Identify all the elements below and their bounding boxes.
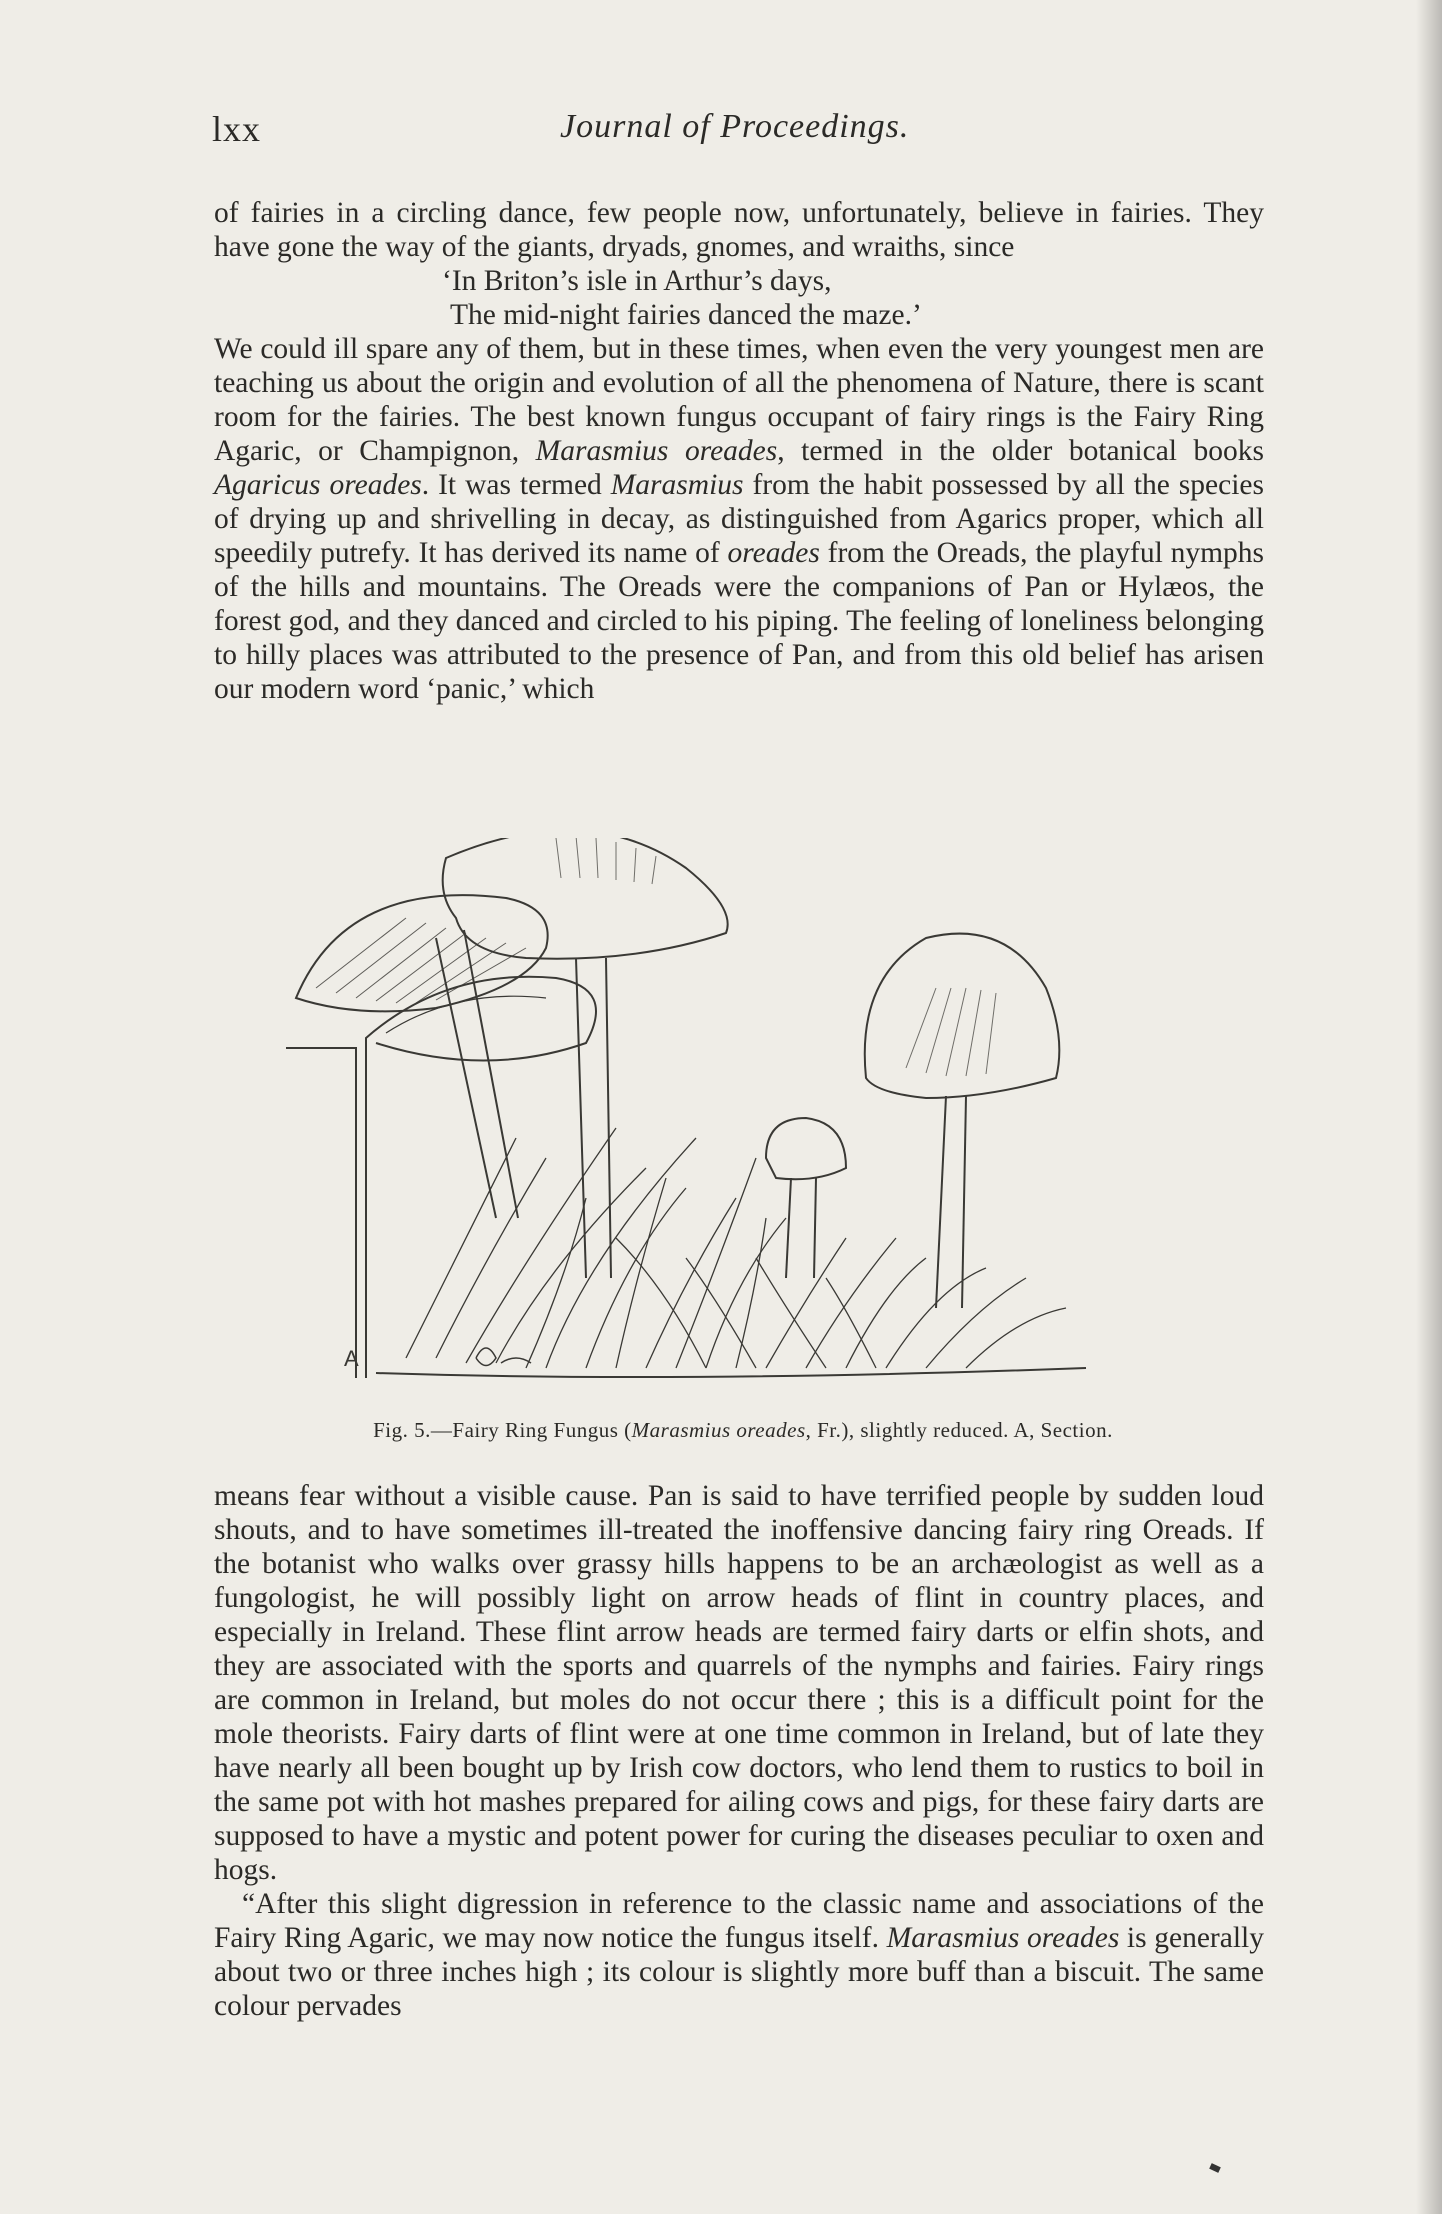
page-edge-shadow (1416, 0, 1442, 2214)
text-run: from the Oreads, the playful nymphs of the hills and mountains. The Oreads were the companions of Pan or Hylæos, the forest god, and they danced and circled to his piping. The feeling of loneliness belonging to hilly places was attributed to the presence of Pan, and from this old belief has arisen our modern word ‘panic,’ which (214, 537, 1264, 705)
mushroom-illustration-icon (286, 838, 1146, 1398)
caption-text: Fig. 5.—Fairy Ring Fungus ( (373, 1418, 632, 1442)
page-number: lxx (212, 109, 262, 149)
species-name: Marasmius oreades (886, 1922, 1120, 1954)
species-name: Agaricus oreades (214, 469, 422, 501)
verse-quote (214, 264, 1264, 332)
stray-ink-mark (1209, 2163, 1221, 2173)
text-run: from the habit possessed by all the species of drying up and shrivelling in decay, as distinguished from Agarics proper, which all speedily putrefy. It has derived its name of (214, 469, 1264, 569)
text-run: “After this slight digression in reference to the classic name and associations of the Fairy Ring Agaric, we may now notice the fungus itself. (214, 1888, 1264, 1954)
quote-line-2: The mid-night fairies danced the maze.’ (450, 299, 922, 331)
body-text-top (214, 196, 1264, 706)
running-title: Journal of Proceedings. (560, 108, 910, 145)
page-header (212, 108, 1272, 158)
paragraph-3: means fear without a visible cause. Pan is said to have terrified people by sudden loud shouts, and to have sometimes ill-treated the inoffensive dancing fairy ring Oreads. If the botanist who walks over grassy hills happens to be an archæologist as well as a fungologist, he will possibly light on arrow heads of flint in country places, and especially in Ireland. These flint arrow heads are termed fairy darts or elfin shots, and they are associated with the sports and quarrels of the nymphs and fairies. Fairy rings are common in Ireland, but moles do not occur there ; this is a difficult point for the mole theorists. Fairy darts of flint were at one time common in Ireland, but of late they have nearly all been bought up by Irish cow doctors, who lend them to rustics to boil in the same pot with hot mashes prepared for ailing cows and pigs, for these fairy darts are supposed to have a mystic and potent power for curing the diseases peculiar to oxen and hogs. (214, 1480, 1264, 1886)
epithet-name: oreades (727, 537, 820, 569)
paragraph-4 (214, 1887, 1264, 2023)
genus-name: Marasmius (610, 469, 744, 501)
caption-species: Marasmius oreades (631, 1418, 806, 1442)
quote-line-1: ‘In Briton’s isle in Arthur’s days, (442, 265, 832, 297)
species-name: Marasmius oreades (535, 435, 778, 467)
body-text-bottom (214, 1479, 1264, 2023)
text-run: , termed in the older botanical books (777, 435, 1265, 467)
caption-text: , Fr.), slightly reduced. A, Section. (805, 1418, 1113, 1442)
figure-caption (238, 1418, 1248, 1443)
text-run: We could ill spare any of them, but in these times, when even the very youngest men are teaching us about the origin and evolution of all the phenomena of Nature, there is scant room for the fairies. The best known fungus occupant of fairy rings is the Fairy Ring Agaric, or Champignon, (214, 333, 1264, 467)
paragraph-1: of fairies in a circling dance, few people now, unfortunately, believe in fairies. They have gone the way of the giants, dryads, gnomes, and wraiths, since (214, 197, 1264, 263)
section-label: A (344, 1346, 359, 1371)
text-run: . It was termed (421, 469, 611, 501)
text-run: is generally about two or three inches high ; its colour is slightly more buff than a biscuit. The same colour pervades (214, 1922, 1264, 2022)
paragraph-2 (214, 332, 1264, 706)
